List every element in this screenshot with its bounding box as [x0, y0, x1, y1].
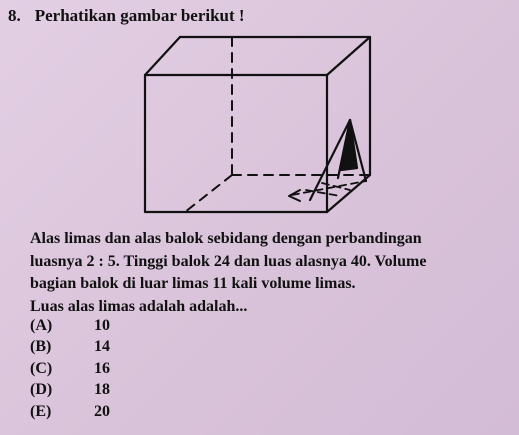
option-value: 20 — [94, 402, 110, 420]
option-c[interactable] — [30, 358, 134, 380]
option-value: 18 — [94, 381, 110, 399]
description-line: Luas alas limas adalah adalah... — [30, 297, 248, 315]
description-line: luasnya 2 : 5. Tinggi balok 24 dan luas alasnya 40. Volume — [30, 252, 427, 270]
question-header — [8, 6, 245, 26]
pyramid-edge-right — [350, 120, 366, 181]
option-b[interactable] — [30, 337, 134, 359]
pyramid-apex-shading — [341, 120, 357, 170]
cube-hidden-diagonal-edge — [185, 175, 232, 212]
option-letter: (E) — [30, 402, 52, 420]
pyramid-base-dashed-1 — [292, 181, 366, 195]
cube-front-face — [145, 75, 327, 212]
option-letter: (A) — [30, 316, 53, 334]
pyramid-base-dashed-2 — [322, 183, 350, 190]
answer-options — [30, 315, 134, 423]
option-letter: (B) — [30, 338, 52, 356]
description-line: bagian balok di luar limas 11 kali volume limas. — [30, 275, 356, 292]
description-line: Alas limas dan alas balok sebidang dengan perbandingan — [30, 230, 422, 247]
option-value: 16 — [94, 359, 110, 377]
option-a[interactable] — [30, 315, 134, 337]
question-instruction: Perhatikan gambar berikut ! — [34, 6, 245, 25]
option-letter: (D) — [30, 381, 53, 399]
cube-edge-top-left — [145, 37, 180, 75]
option-d[interactable] — [30, 380, 134, 402]
pyramid-base-dashed-3 — [306, 190, 340, 196]
option-value: 14 — [94, 338, 110, 356]
pyramid-edge-center — [338, 120, 350, 178]
pyramid-edge-left — [310, 120, 350, 200]
option-value: 10 — [94, 316, 110, 334]
problem-description — [30, 228, 510, 318]
option-e[interactable] — [30, 401, 134, 423]
cube-edge-top-right — [327, 37, 370, 75]
option-letter: (C) — [30, 359, 53, 377]
question-number: 8. — [8, 6, 21, 25]
pyramid-base-arrow — [289, 190, 300, 201]
cube-edge-bottom-right — [327, 175, 370, 212]
